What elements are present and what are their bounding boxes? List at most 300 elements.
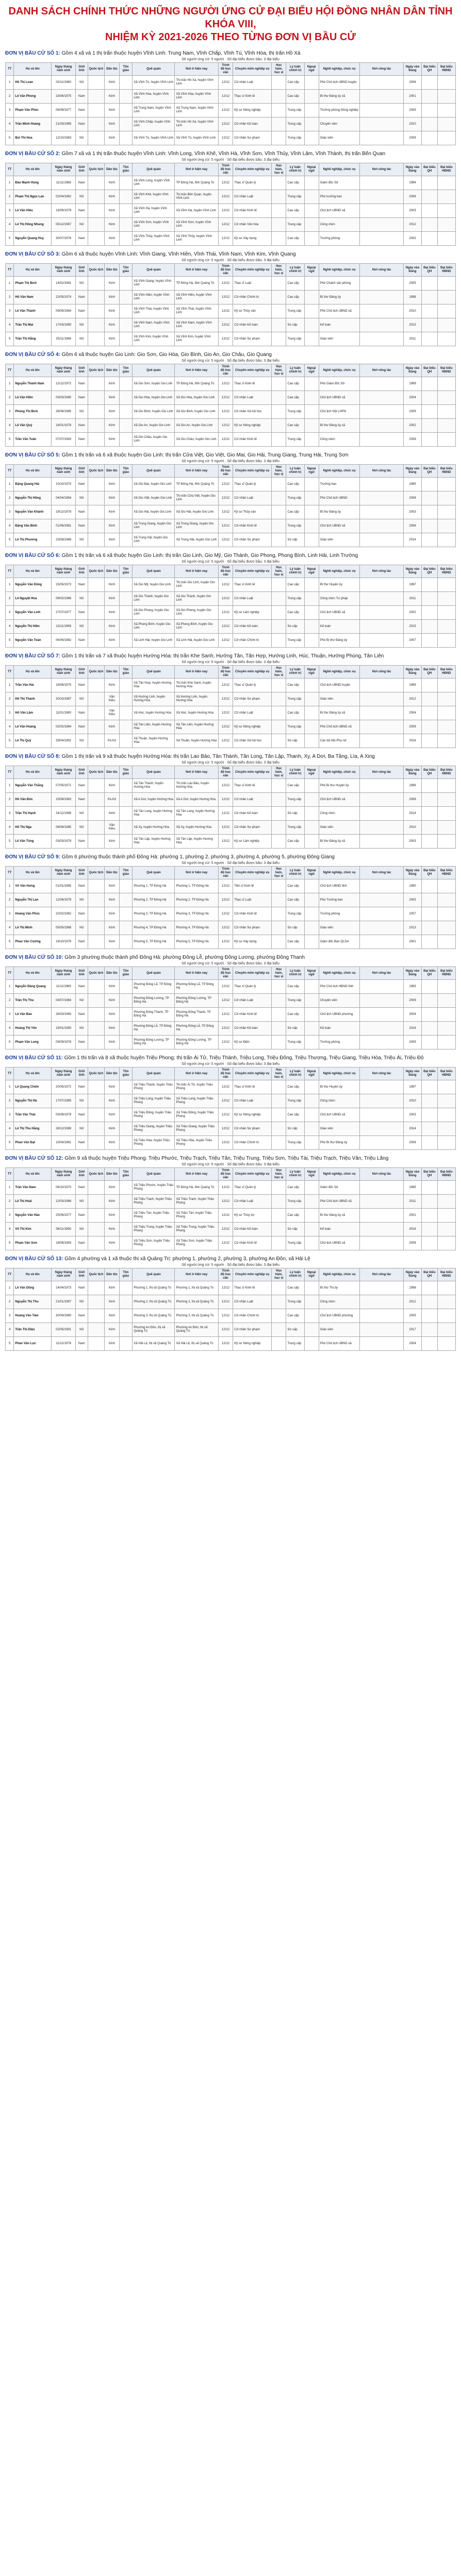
cell-party: 2010 [403,821,421,835]
cell-empty [88,1080,105,1094]
column-header: Nơi công tác [360,1067,403,1080]
cell-dob: 11/11/1968 [52,176,76,190]
candidate-row [6,921,456,935]
cell-empty [88,76,105,90]
cell-empty [272,204,286,218]
cell-empty [422,1036,438,1049]
cell-empty [360,907,403,921]
cell-sex: Nam [76,578,88,592]
cell-party: 2008 [403,793,421,807]
cell-empty [88,519,105,533]
cell-dob: 12/06/1979 [52,893,76,907]
cell-home: Xã Gio Bình, huyện Gio Linh [133,405,175,419]
column-header: Quốc tịch [88,766,105,779]
cell-sex: Nam [76,1008,88,1022]
cell-home: Xã Trung Nam, huyện Vĩnh Linh [133,104,175,117]
cell-home: Xã Triệu Trạch, huyện Triệu Phong [133,1195,175,1209]
cell-res: Thị trấn Ái Tử, huyện Triệu Phong [175,1080,218,1094]
cell-party: 1996 [403,779,421,793]
candidate-row [6,131,456,145]
cell-job: Công chức [319,218,360,232]
column-header: Lý luận chính trị [286,364,304,377]
candidate-row [6,1181,456,1195]
cell-job: Chủ tịch Hội LHPN [319,405,360,419]
candidate-row [6,1122,456,1136]
column-header: TT [6,63,14,76]
cell-empty [360,734,403,748]
cell-job: Phó trưởng ban [319,190,360,204]
cell-no: 5 [6,835,14,849]
column-header: TT [6,666,14,679]
cell-empty [119,204,133,218]
cell-name: Lê Văn Phong [14,90,52,104]
cell-job: Chủ tịch UBND phường [319,1008,360,1022]
cell-eth: Vân Kiều [105,821,119,835]
candidate-row [6,1094,456,1108]
cell-name: Nguyễn Văn Thắng [14,779,52,793]
cell-home: Phường 3, TP Đông Hà [133,907,175,921]
cell-eth: Kinh [105,1036,119,1049]
cell-empty [304,1236,319,1250]
cell-pol: Sơ cấp [286,1323,304,1337]
cell-empty [304,1281,319,1295]
cell-empty [88,720,105,734]
cell-eth: Kinh [105,318,119,332]
column-header: Nơi ở hiện nay [175,63,218,76]
cell-empty [422,980,438,994]
cell-empty [422,1181,438,1195]
cell-eth: Kinh [105,104,119,117]
cell-edu: 12/12 [218,821,233,835]
column-header: Dân tộc [105,364,119,377]
candidate-row [6,391,456,405]
cell-empty [422,277,438,291]
cell-pol: Cao cấp [286,1309,304,1323]
column-header: Học hàm, học vị [272,967,286,980]
cell-job: Bí thư Đảng ủy xã [319,1209,360,1223]
cell-sex: Nam [76,1181,88,1195]
cell-pol: Trung cấp [286,304,304,318]
cell-home: Phường 1, thị xã Quảng Trị [133,1281,175,1295]
cell-home: Phường 1, TP Đông Hà [133,879,175,893]
candidate-row [6,706,456,720]
column-header: Quốc tịch [88,163,105,176]
cell-res: Xã Trung Nam, huyện Vĩnh Linh [175,104,218,117]
cell-edu: 12/12 [218,1309,233,1323]
cell-name: Hồ Thị Thanh [14,692,52,706]
cell-sex: Nữ [76,218,88,232]
cell-empty [437,821,455,835]
cell-eth: Kinh [105,907,119,921]
cell-dob: 04/04/1984 [52,492,76,505]
cell-empty [422,291,438,304]
cell-empty [422,1022,438,1036]
cell-name: Hồ Văn Đức [14,793,52,807]
cell-empty [119,578,133,592]
cell-dob: 07/05/1971 [52,779,76,793]
cell-home: Xã Triệu Giang, huyện Triệu Phong [133,1122,175,1136]
cell-home: Xã Linh Hải, huyện Gio Linh [133,634,175,648]
cell-empty [304,793,319,807]
cell-edu: 12/12 [218,478,233,492]
cell-empty [422,419,438,433]
candidate-row [6,578,456,592]
cell-pro: Cử nhân Kế toán [233,1223,272,1236]
cell-no: 1 [6,277,14,291]
cell-empty [88,1195,105,1209]
cell-empty [304,405,319,419]
column-header: Quê quán [133,364,175,377]
cell-home: Xã Tân Thành, huyện Hướng Hóa [133,779,175,793]
cell-no: 2 [6,1295,14,1309]
candidate-row [6,304,456,318]
cell-empty [119,1080,133,1094]
cell-no: 4 [6,117,14,131]
candidate-table [5,62,456,145]
cell-empty [119,935,133,949]
cell-sex: Nam [76,104,88,117]
cell-pro: Cử nhân Sư phạm [233,692,272,706]
column-header: Dân tộc [105,465,119,478]
column-header: Đại biểu HĐND [437,967,455,980]
cell-sex: Nữ [76,405,88,419]
cell-name: Nguyễn Văn Toàn [14,634,52,648]
column-header: Đại biểu QH [422,1268,438,1281]
column-header: Tôn giáo [119,1168,133,1181]
cell-party: 1990 [403,879,421,893]
column-header: Chuyên môn nghiệp vụ [233,967,272,980]
cell-job: Phó Chủ tịch UBND xã [319,304,360,318]
cell-home: Xã Tân Liên, huyện Hướng Hóa [133,720,175,734]
cell-home: Xã Hướng Linh, huyện Hướng Hóa [133,692,175,706]
candidate-row [6,592,456,606]
cell-empty [422,377,438,391]
document-title-line2: NHIỆM KỲ 2021-2026 THEO TỪNG ĐƠN VỊ BẦU CỬ [105,31,356,43]
cell-empty [437,980,455,994]
cell-res: Phường 4, TP Đông Hà [175,921,218,935]
cell-empty [304,277,319,291]
cell-empty [119,634,133,648]
cell-empty [437,692,455,706]
cell-dob: 24/12/1989 [52,807,76,821]
cell-edu: 12/12 [218,720,233,734]
cell-empty [360,1136,403,1150]
column-header: Học hàm, học vị [272,867,286,879]
cell-edu: 12/12 [218,1122,233,1136]
cell-edu: 12/12 [218,879,233,893]
cell-dob: 18/08/1975 [52,679,76,692]
cell-party: 1998 [403,1281,421,1295]
cell-empty [272,505,286,519]
cell-job: Chủ tịch UBND xã [319,793,360,807]
cell-empty [119,505,133,519]
cell-sex: Nữ [76,190,88,204]
cell-empty [437,879,455,893]
column-header: Ngoại ngữ [304,163,319,176]
unit-heading [5,451,456,459]
cell-pro: Kỹ sư Thủy lợi [233,1209,272,1223]
cell-sex: Nam [76,204,88,218]
cell-empty [360,835,403,849]
cell-pol: Cao cấp [286,176,304,190]
candidate-row [6,533,456,547]
cell-pro: Thạc sĩ Quản lý [233,679,272,692]
cell-pol: Trung cấp [286,793,304,807]
cell-pol: Trung cấp [286,218,304,232]
cell-empty [272,291,286,304]
cell-sex: Nam [76,1281,88,1295]
column-header: Nơi ở hiện nay [175,766,218,779]
cell-res: Xã Vĩnh Tú, huyện Vĩnh Linh [175,131,218,145]
cell-job: Chủ tịch UBND xã [319,519,360,533]
column-header: Nơi công tác [360,465,403,478]
cell-sex: Nam [76,1036,88,1049]
cell-res: Xã Triệu Trung, huyện Triệu Phong [175,1223,218,1236]
cell-party: 2015 [403,620,421,634]
cell-eth: Kinh [105,606,119,620]
cell-empty [88,692,105,706]
cell-res: Xã Triệu Tân, huyện Triệu Phong [175,1209,218,1223]
cell-empty [119,519,133,533]
column-header: Lý luận chính trị [286,1168,304,1181]
cell-empty [88,204,105,218]
cell-res: TP Đông Hà, tỉnh Quảng Trị [175,478,218,492]
cell-empty [360,304,403,318]
cell-pro: Cử nhân Luật [233,492,272,505]
cell-name: Phùng Thị Bích [14,405,52,419]
cell-home: Xã Vĩnh Giang, huyện Vĩnh Linh [133,277,175,291]
cell-dob: 15/09/1983 [52,793,76,807]
cell-empty [360,492,403,505]
unit-label: ĐƠN VỊ BẦU CỬ SỐ 12: [5,1156,63,1161]
cell-empty [422,1136,438,1150]
cell-name: Phan Văn Cường [14,935,52,949]
cell-eth: Kinh [105,1195,119,1209]
cell-name: Lê Thị Hồng Nhung [14,218,52,232]
cell-pol: Cao cấp [286,1181,304,1195]
cell-edu: 12/12 [218,1295,233,1309]
unit-description: Gồm 4 phường và 1 xã thuộc thị xã Quảng Trị: phường 1, phường 2, phường 3, phường An Đôn, xã Hải Lệ [64,1256,310,1262]
cell-empty [119,921,133,935]
cell-empty [437,391,455,405]
column-header: Họ và tên [14,666,52,679]
column-header: Đại biểu QH [422,666,438,679]
column-header: Đại biểu QH [422,364,438,377]
cell-empty [272,994,286,1008]
cell-party: 2001 [403,935,421,949]
column-header: Quốc tịch [88,1067,105,1080]
cell-dob: 20/05/1972 [52,1080,76,1094]
cell-empty [304,935,319,949]
cell-pro: Thạc sĩ Kinh tế [233,779,272,793]
cell-empty [304,131,319,145]
cell-edu: 12/12 [218,1281,233,1295]
column-header: Ngoại ngữ [304,565,319,578]
cell-empty [272,519,286,533]
candidate-row [6,492,456,505]
cell-name: Lê Văn Hoàng [14,720,52,734]
cell-empty [422,117,438,131]
cell-pro: Cử nhân Kinh tế [233,907,272,921]
cell-sex: Nữ [76,893,88,907]
cell-empty [272,1036,286,1049]
cell-sex: Nữ [76,1122,88,1136]
cell-party: 2009 [403,720,421,734]
cell-pro: Thạc sĩ Quản lý [233,176,272,190]
cell-empty [360,232,403,246]
cell-pro: Cử nhân Sư phạm [233,332,272,346]
cell-empty [119,807,133,821]
cell-pol: Cao cấp [286,478,304,492]
cell-home: Phường Đông Lễ, TP Đông Hà [133,1022,175,1036]
column-header: Đại biểu QH [422,967,438,980]
cell-pol: Cao cấp [286,1281,304,1295]
cell-party: 2006 [403,76,421,90]
cell-pol: Trung cấp [286,821,304,835]
cell-empty [360,720,403,734]
cell-job: Bí thư Thị ủy [319,1281,360,1295]
cell-dob: 14/02/1981 [52,277,76,291]
cell-empty [437,1136,455,1150]
candidate-row [6,835,456,849]
column-header: Đại biểu QH [422,63,438,76]
cell-empty [422,405,438,419]
cell-no: 4 [6,519,14,533]
cell-empty [88,131,105,145]
cell-empty [119,879,133,893]
cell-eth: Kinh [105,304,119,318]
cell-empty [88,1122,105,1136]
column-header: Lý luận chính trị [286,967,304,980]
cell-dob: 21/01/1987 [52,1295,76,1309]
cell-edu: 12/12 [218,131,233,145]
cell-empty [360,433,403,447]
column-header: Đại biểu QH [422,264,438,277]
column-header: Ngày tháng năm sinh [52,1268,76,1281]
cell-dob: 10/04/1981 [52,1136,76,1150]
column-header: Đại biểu HĐND [437,63,455,76]
cell-name: Nguyễn Đăng Quang [14,980,52,994]
cell-empty [304,304,319,318]
cell-eth: Kinh [105,190,119,204]
column-header: Đại biểu HĐND [437,264,455,277]
cell-empty [422,104,438,117]
cell-empty [422,634,438,648]
cell-empty [437,634,455,648]
cell-home: Xã Hải Lệ, thị xã Quảng Trị [133,1337,175,1351]
cell-empty [304,1337,319,1351]
cell-no: 3 [6,907,14,921]
column-header: Nơi công tác [360,264,403,277]
cell-job: Trưởng ban [319,478,360,492]
cell-empty [360,405,403,419]
cell-empty [437,1236,455,1250]
cell-empty [272,1323,286,1337]
column-header: Chuyên môn nghiệp vụ [233,766,272,779]
cell-party: 2008 [403,433,421,447]
cell-dob: 19/09/1979 [52,204,76,218]
unit-description: Gồm 6 phường thuộc thành phố Đông Hà: phường 1, phường 2, phường 3, phường 4, phường 5, phường Đông Giang [61,854,335,860]
cell-empty [437,606,455,620]
cell-empty [119,104,133,117]
column-header: Nơi công tác [360,565,403,578]
cell-empty [272,835,286,849]
cell-dob: 19/10/1976 [52,935,76,949]
cell-empty [119,176,133,190]
column-header: Giới tính [76,967,88,980]
column-header: TT [6,163,14,176]
cell-res: Xã Xy, huyện Hướng Hóa [175,821,218,835]
cell-edu: 12/12 [218,1209,233,1223]
cell-party: 2013 [403,921,421,935]
cell-empty [304,720,319,734]
cell-empty [272,1309,286,1323]
unit-seat-info: Số người ứng cử: 5 người · Số đại biểu được bầu: 3 đại biểu [182,58,279,61]
cell-edu: 12/12 [218,620,233,634]
column-header: Ngày tháng năm sinh [52,63,76,76]
cell-eth: Kinh [105,1108,119,1122]
column-header: Ngày vào Đảng [403,565,421,578]
cell-eth: Kinh [105,176,119,190]
cell-empty [422,332,438,346]
cell-dob: 15/05/1973 [52,578,76,592]
unit-seat-info: Số người ứng cử: 5 người · Số đại biểu được bầu: 3 đại biểu [182,1062,279,1066]
cell-empty [119,893,133,907]
column-header: Đại biểu HĐND [437,867,455,879]
column-header: Ngoại ngữ [304,264,319,277]
cell-edu: 12/12 [218,692,233,706]
cell-empty [422,935,438,949]
cell-edu: 12/12 [218,1008,233,1022]
cell-empty [360,634,403,648]
column-header: Đại biểu QH [422,163,438,176]
cell-res: Xã Gio Châu, huyện Gio Linh [175,433,218,447]
cell-job: Trưởng phòng [319,1036,360,1049]
cell-eth: Kinh [105,807,119,821]
cell-edu: 12/12 [218,1181,233,1195]
cell-home: Xã Thuận, huyện Hướng Hóa [133,734,175,748]
cell-home: Xã Tân Lập, huyện Hướng Hóa [133,835,175,849]
column-header: TT [6,1067,14,1080]
cell-empty [119,190,133,204]
cell-home: Xã Vĩnh Tú, huyện Vĩnh Linh [133,131,175,145]
cell-empty [437,505,455,519]
cell-party: 2002 [403,419,421,433]
cell-empty [272,634,286,648]
cell-empty [422,533,438,547]
cell-res: Xã Tân Long, huyện Hướng Hóa [175,807,218,821]
cell-pol: Trung cấp [286,1295,304,1309]
cell-edu: 12/12 [218,204,233,218]
cell-home: Xã Triệu Long, huyện Triệu Phong [133,1094,175,1108]
column-header: Nơi ở hiện nay [175,666,218,679]
column-header: Đại biểu QH [422,1168,438,1181]
cell-job: Chủ tịch UBND xã [319,606,360,620]
column-header: Họ và tên [14,1168,52,1181]
cell-party: 1993 [403,980,421,994]
cell-sex: Nam [76,391,88,405]
candidate-row [6,1209,456,1223]
unit-description: Gồm 1 thị trấn và 9 xã thuộc huyện Hướng Hóa: thị trấn Lao Bảo, Tân Thành, Tân Long, Tân Lập, Thanh, Xy, A Dơi, Ba Tầng, Lìa, A Xing [61,754,375,759]
cell-empty [88,592,105,606]
cell-empty [119,980,133,994]
cell-job: Bí thư Huyện ủy [319,578,360,592]
candidate-table [5,766,456,849]
cell-name: Lê Thị Thu Hằng [14,1122,52,1136]
cell-empty [304,505,319,519]
cell-job: Chủ tịch UBND phường [319,1309,360,1323]
cell-no: 4 [6,620,14,634]
